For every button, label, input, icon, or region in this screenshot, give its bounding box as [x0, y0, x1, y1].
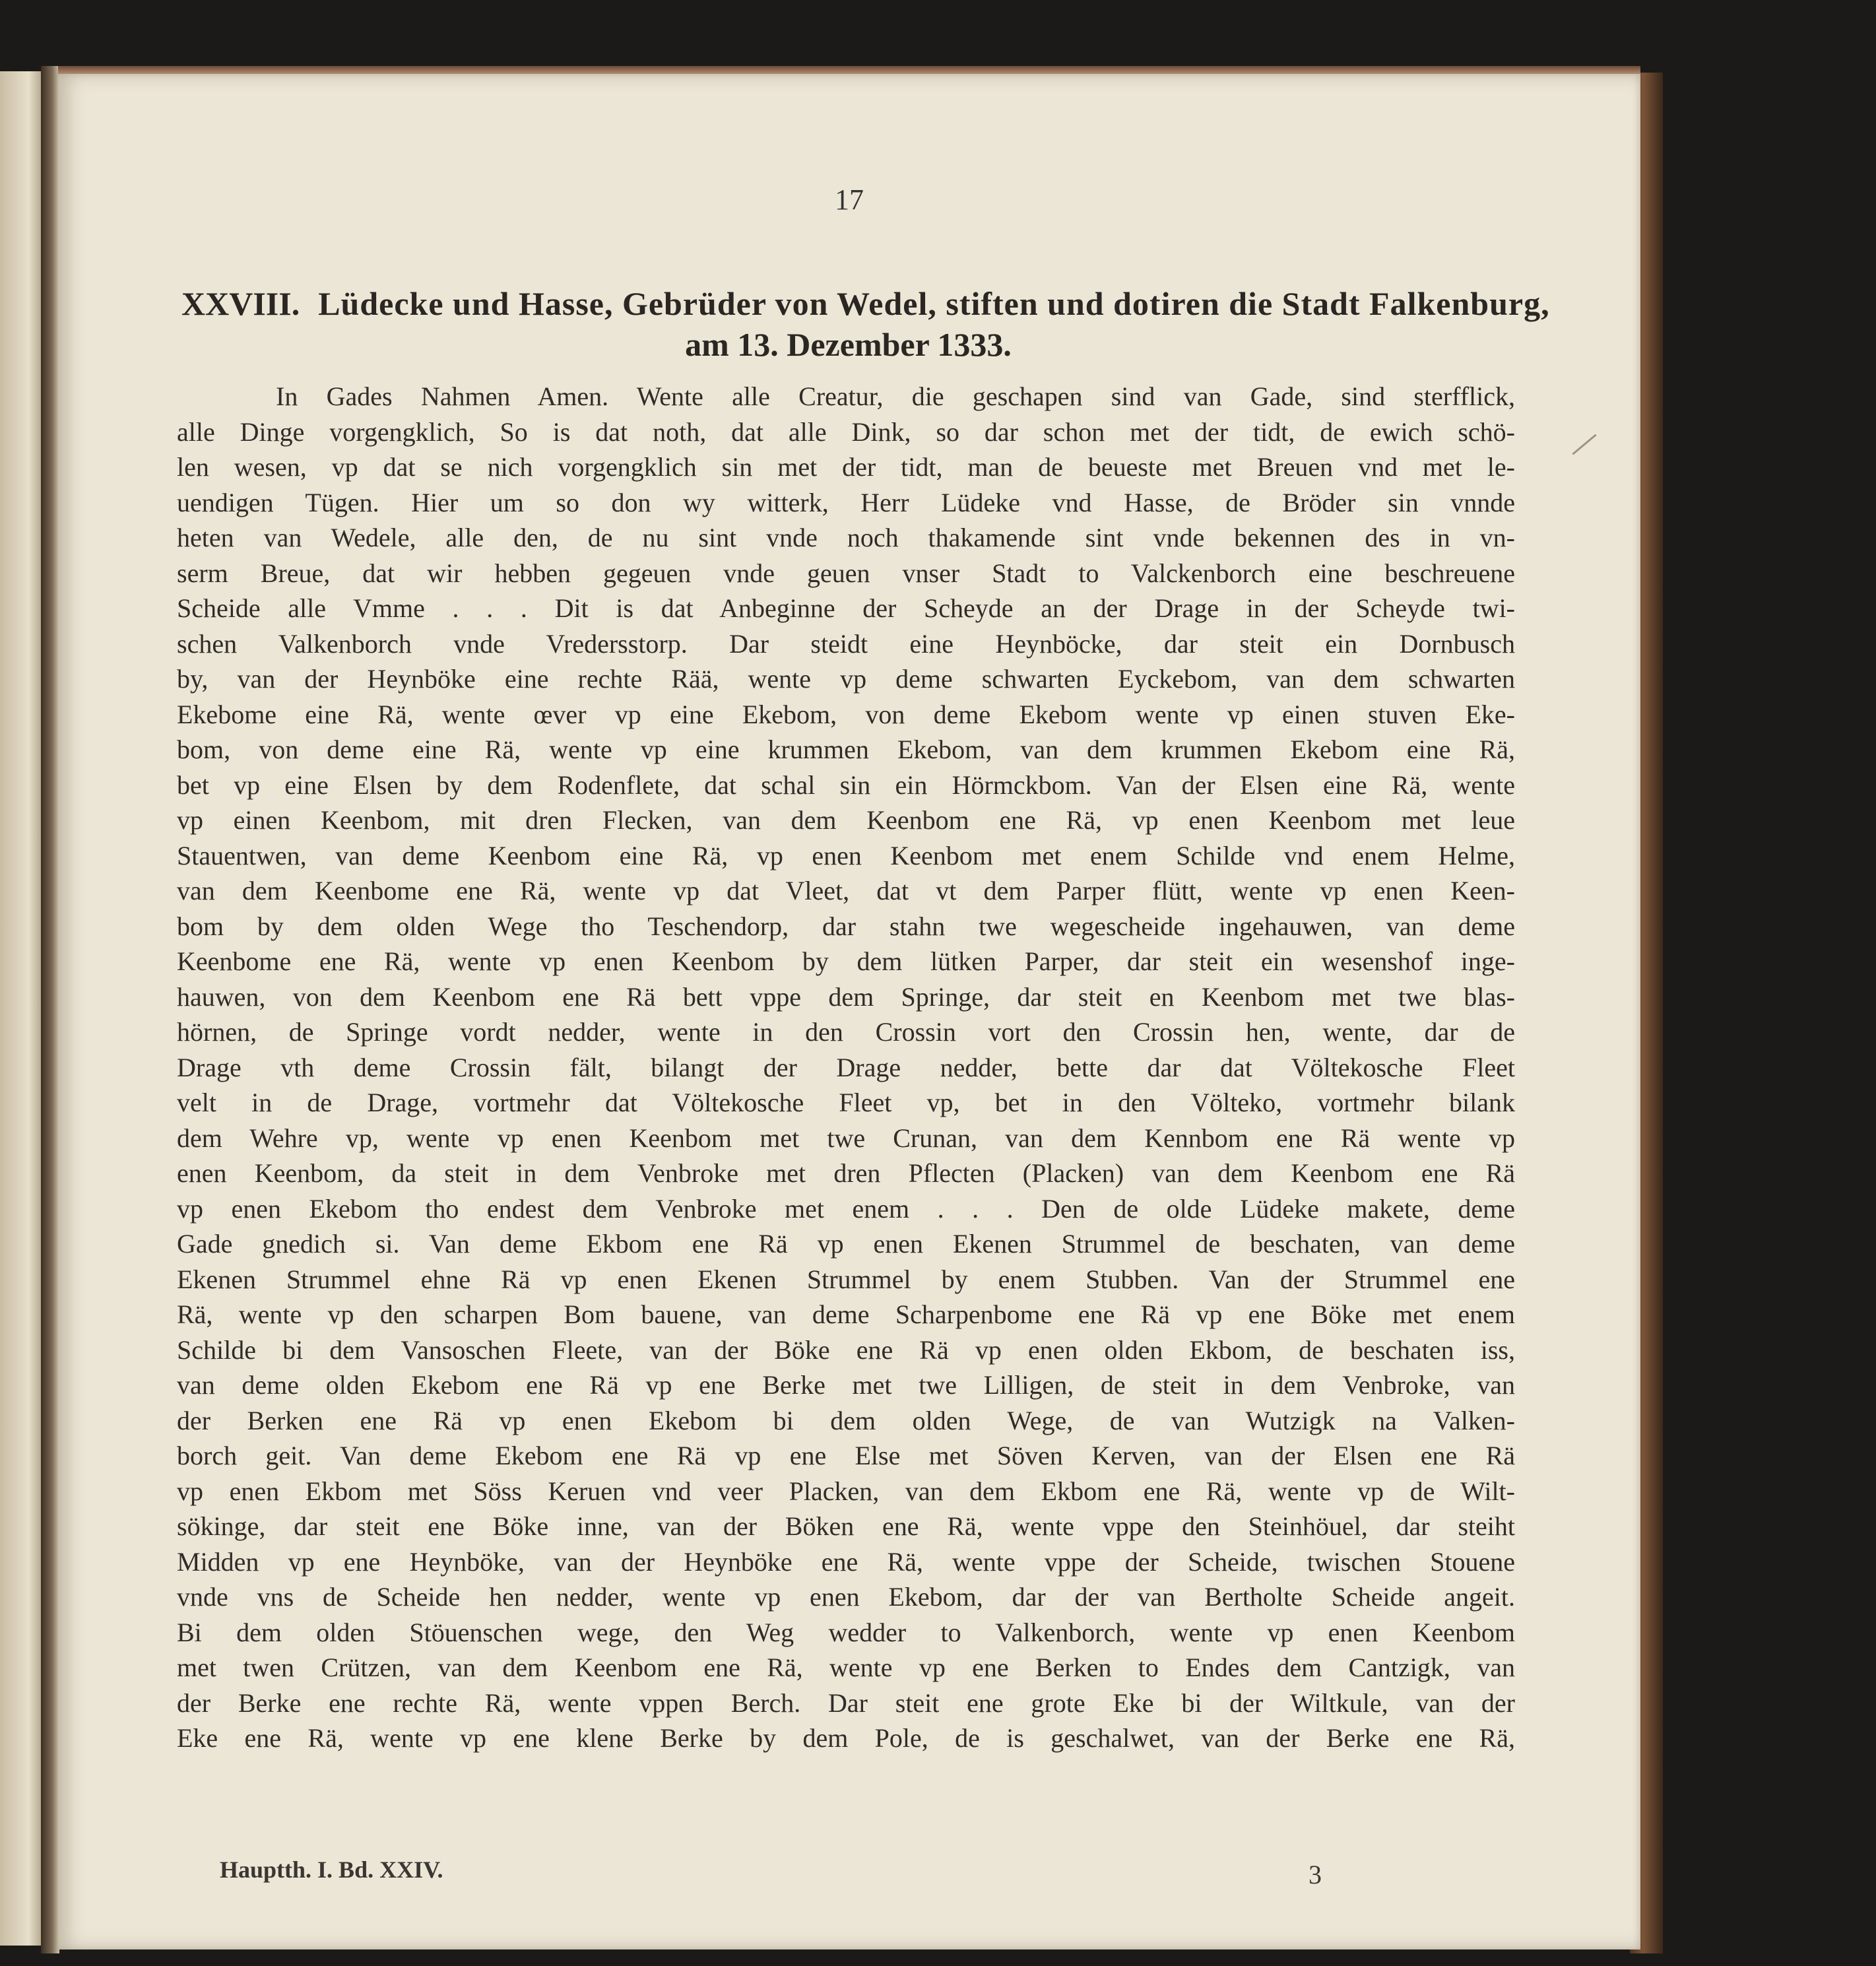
text-line: uendigen Tügen. Hier um so don wy witterk, Herr Lüdeke vnd Hasse, de Bröder sin vnnde — [177, 487, 1515, 517]
text-line: bom by dem olden Wege tho Teschendorp, dar stahn twe wegescheide ingehauwen, van deme — [177, 911, 1515, 941]
text-line: len wesen, vp dat se nich vorgengklich sin met der tidt, man de beueste met Breuen vnd met le- — [177, 452, 1515, 482]
text-line: dem Wehre vp, wente vp enen Keenbom met twe Crunan, van dem Kennbom ene Rä wente vp — [177, 1123, 1515, 1153]
text-line: In Gades Nahmen Amen. Wente alle Creatur, die geschapen sind van Gade, sind sterfflick, — [276, 381, 1515, 411]
text-line: Stauentwen, van deme Keenbom eine Rä, vp enen Keenbom met enem Schilde vnd enem Helme, — [177, 840, 1515, 870]
document-page — [58, 74, 1640, 1950]
text-line: Scheide alle Vmme . . . Dit is dat Anbeginne der Scheyde an der Drage in der Scheyde twi- — [177, 593, 1515, 623]
heading-numeral: XXVIII. — [181, 285, 300, 322]
body-text — [177, 379, 1515, 1756]
footer-signature: Hauptth. I. Bd. XXIV. — [220, 1856, 443, 1883]
heading-title: Lüdecke und Hasse, Gebrüder von Wedel, stiften und dotiren die Stadt Falkenburg, — [318, 285, 1550, 322]
text-line: van deme olden Ekebom ene Rä vp ene Berke met twe Lilligen, de steit in dem Venbroke, van — [177, 1370, 1515, 1400]
text-line: bom, von deme eine Rä, wente vp eine krummen Ekebom, van dem krummen Ekebom eine Rä, — [177, 735, 1515, 764]
text-line: Keenbome ene Rä, wente vp enen Keenbom by dem lütken Parper, dar steit ein wesenshof inge- — [177, 946, 1515, 976]
text-line: heten van Wedele, alle den, de nu sint vnde noch thakamende sint vnde bekennen des in vn- — [177, 523, 1515, 552]
text-line: sökinge, dar steit ene Böke inne, van der Böken ene Rä, wente vppe den Steinhöuel, dar steiht — [177, 1511, 1515, 1541]
text-line: Ekenen Strummel ehne Rä vp enen Ekenen Strummel by enem Stubben. Van der Strummel ene — [177, 1264, 1515, 1294]
text-line: vp enen Ekbom met Söss Keruen vnd veer Placken, van dem Ekbom ene Rä, wente vp de Wilt- — [177, 1476, 1515, 1506]
text-line: schen Valkenborch vnde Vredersstorp. Dar steidt eine Heynböcke, dar steit ein Dornbusch — [177, 628, 1515, 659]
text-line: hauwen, von dem Keenbom ene Rä bett vppe dem Springe, dar steit en Keenbom met twe blas- — [177, 981, 1515, 1012]
document-heading — [181, 284, 1550, 364]
text-line: vnde vns de Scheide hen nedder, wente vp enen Ekebom, dar der van Bertholte Scheide angeit. — [177, 1582, 1515, 1612]
text-line: met twen Crützen, van dem Keenbom ene Rä, wente vp ene Berken to Endes dem Cantzigk, van — [177, 1653, 1515, 1682]
text-line: der Berke ene rechte Rä, wente vppen Berch. Dar steit ene grote Eke bi der Wiltkule, van der — [177, 1687, 1515, 1718]
text-line: by, van der Heynböke eine rechte Rää, wente vp deme schwarten Eyckebom, van dem schwarten — [177, 664, 1515, 694]
text-line: borch geit. Van deme Ekebom ene Rä vp ene Else met Söven Kerven, van der Elsen ene Rä — [177, 1441, 1515, 1470]
text-line: Eke ene Rä, wente vp ene klene Berke by dem Pole, de is geschalwet, van der Berke ene Rä, — [177, 1723, 1515, 1753]
text-line: serm Breue, dat wir hebben gegeuen vnde geuen vnser Stadt to Valckenborch eine beschreuene — [177, 558, 1515, 588]
book-binding — [41, 66, 59, 1953]
left-page-edge — [0, 71, 42, 1946]
text-line: vp enen Ekebom tho endest dem Venbroke met enem . . . Den de olde Lüdeke makete, deme — [177, 1193, 1515, 1224]
text-line: Schilde bi dem Vansoschen Fleete, van der Böke ene Rä vp enen olden Ekbom, de beschaten iss, — [177, 1334, 1515, 1365]
text-line: velt in de Drage, vortmehr dat Völtekosche Fleet vp, bet in den Völteko, vortmehr bilank — [177, 1088, 1515, 1117]
text-line: Rä, wente vp den scharpen Bom bauene, van deme Scharpenbome ene Rä vp ene Böke met enem — [177, 1299, 1515, 1329]
footer-sheet-number: 3 — [1309, 1860, 1322, 1889]
text-line: vp einen Keenbom, mit dren Flecken, van dem Keenbom ene Rä, vp enen Keenbom met leue — [177, 805, 1515, 835]
text-line: van dem Keenbome ene Rä, wente vp dat Vleet, dat vt dem Parper flütt, wente vp enen Keen- — [177, 876, 1515, 905]
page-number: 17 — [835, 183, 864, 216]
text-line: der Berken ene Rä vp enen Ekebom bi dem olden Wege, de van Wutzigk na Valken- — [177, 1405, 1515, 1435]
text-line: alle Dinge vorgengklich, So is dat noth, dat alle Dink, so dar schon met der tidt, de ewich schö- — [177, 416, 1515, 447]
text-line: Bi dem olden Stöuenschen wege, den Weg wedder to Valkenborch, wente vp enen Keenbom — [177, 1617, 1515, 1647]
text-line: enen Keenbom, da steit in dem Venbroke met dren Pflecten (Placken) van dem Keenbom ene Rä — [177, 1158, 1515, 1188]
text-line: Midden vp ene Heynböke, van der Heynböke ene Rä, wente vppe der Scheide, twischen Stouene — [177, 1546, 1515, 1577]
heading-date: am 13. Dezember 1333. — [685, 326, 1012, 363]
text-line: Gade gnedich si. Van deme Ekbom ene Rä vp enen Ekenen Strummel de beschaten, van deme — [177, 1229, 1515, 1259]
margin-mark — [1572, 434, 1596, 455]
text-line: Drage vth deme Crossin fält, bilangt der Drage nedder, bette dar dat Völtekosche Fleet — [177, 1052, 1515, 1082]
text-line: Ekebome eine Rä, wente œver vp eine Ekebom, von deme Ekebom wente vp einen stuven Eke- — [177, 699, 1515, 729]
text-line: hörnen, de Springe vordt nedder, wente in den Crossin vort den Crossin hen, wente, dar de — [177, 1017, 1515, 1047]
text-line: bet vp eine Elsen by dem Rodenflete, dat schal sin ein Hörmckbom. Van der Elsen eine Rä, wente — [177, 770, 1515, 800]
